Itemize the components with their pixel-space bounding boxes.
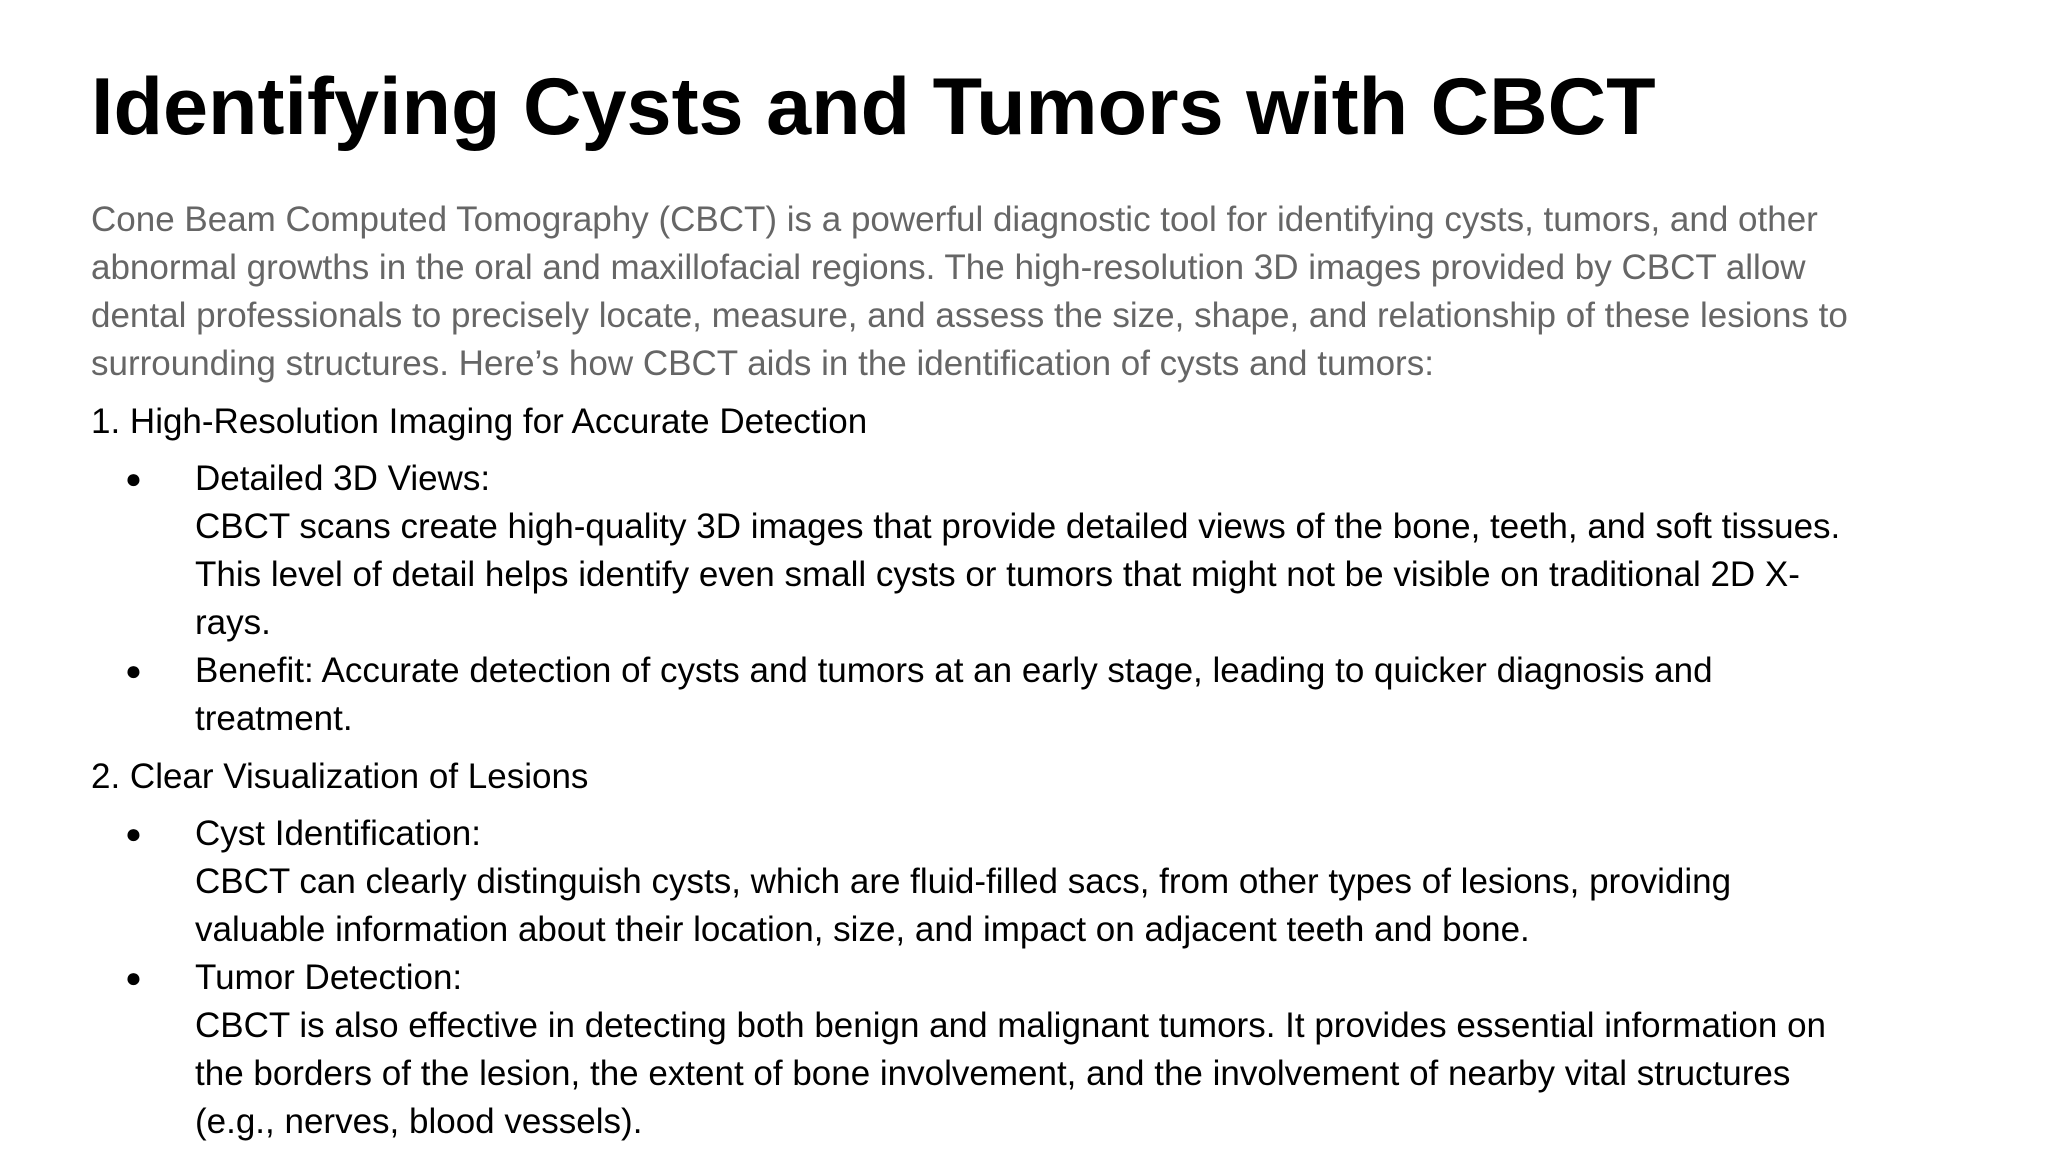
intro-line: abnormal growths in the oral and maxillofacial regions. The high-resolution 3D images provided by CBCT allow: [91, 248, 1806, 287]
page-title: Identifying Cysts and Tumors with CBCT: [91, 62, 1656, 152]
bullet-list: [91, 810, 1991, 1146]
intro-line: dental professionals to precisely locate, measure, and assess the size, shape, and relationship of these lesions to: [91, 296, 1848, 335]
bullet-icon: ●: [125, 818, 142, 849]
bullet-line: CBCT scans create high-quality 3D images that provide detailed views of the bone, teeth, and soft tissues.: [195, 507, 1841, 546]
intro-paragraph: [91, 196, 1991, 388]
section-heading: 2. Clear Visualization of Lesions: [91, 757, 589, 796]
section-clear-visualization: [91, 753, 1991, 1146]
section-high-resolution-imaging: [91, 398, 1991, 743]
bullet-line: the borders of the lesion, the extent of bone involvement, and the involvement of nearby vital structures: [195, 1054, 1791, 1093]
bullet-line: CBCT can clearly distinguish cysts, which are fluid-filled sacs, from other types of lesions, providing: [195, 862, 1732, 901]
bullet-line: treatment.: [195, 699, 353, 738]
intro-line: Cone Beam Computed Tomography (CBCT) is a powerful diagnostic tool for identifying cysts, tumors, and other: [91, 200, 1818, 239]
bullet-line: Detailed 3D Views:: [195, 459, 491, 498]
bullet-line: Cyst Identification:: [195, 814, 481, 853]
list-item: [91, 455, 1991, 647]
bullet-line: (e.g., nerves, blood vessels).: [195, 1102, 643, 1141]
bullet-line: Benefit: Accurate detection of cysts and tumors at an early stage, leading to quicker diagnosis and: [195, 651, 1713, 690]
list-item: [91, 810, 1991, 954]
slide: [91, 52, 1991, 1146]
bullet-line: Tumor Detection:: [195, 958, 463, 997]
bullet-line: valuable information about their location, size, and impact on adjacent teeth and bone.: [195, 910, 1530, 949]
bullet-line: This level of detail helps identify even small cysts or tumors that might not be visible on traditional 2D X-: [195, 555, 1800, 594]
bullet-line: rays.: [195, 603, 271, 642]
bullet-line: CBCT is also effective in detecting both benign and malignant tumors. It provides essential information on: [195, 1006, 1827, 1045]
bullet-icon: ●: [125, 463, 142, 494]
intro-line: surrounding structures. Here’s how CBCT aids in the identification of cysts and tumors:: [91, 344, 1434, 383]
list-item: [91, 954, 1991, 1146]
section-heading: 1. High-Resolution Imaging for Accurate Detection: [91, 402, 868, 441]
bullet-list: [91, 455, 1991, 743]
bullet-icon: ●: [125, 962, 142, 993]
bullet-icon: ●: [125, 655, 142, 686]
list-item: [91, 647, 1991, 743]
